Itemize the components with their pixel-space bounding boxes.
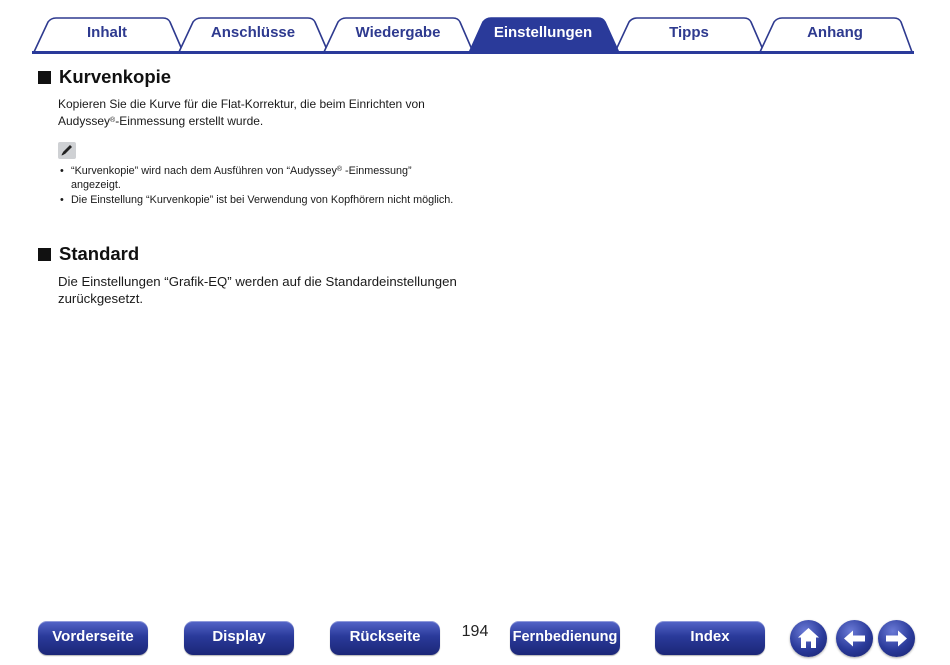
tab-bar <box>0 0 950 60</box>
section-title: Standard <box>59 243 140 264</box>
vorderseite-button[interactable]: Vorderseite <box>38 621 148 655</box>
heading-square-icon <box>38 71 51 84</box>
fernbedienung-button[interactable]: Fernbedienung <box>510 621 620 655</box>
heading-square-icon <box>38 248 51 261</box>
page-number: 194 <box>461 623 489 640</box>
list-item: • Die Einstellung “Kurvenkopie” ist bei Verwendung von Kopfhörern nicht möglich. <box>60 194 454 206</box>
section-title: Kurvenkopie <box>59 66 172 87</box>
display-button[interactable]: Display <box>184 621 294 655</box>
pencil-icon <box>58 142 76 159</box>
arrow-right-icon[interactable] <box>878 620 915 657</box>
section-heading-kurvenkopie <box>38 66 171 88</box>
standard-description: Die Einstellungen “Grafik-EQ” werden auf die Standardeinstellungen zurückgesetzt. <box>58 274 457 306</box>
home-icon[interactable] <box>790 620 827 657</box>
section-heading-standard <box>38 243 139 265</box>
arrow-left-icon[interactable] <box>836 620 873 657</box>
tab-tipps[interactable]: Tipps <box>669 24 709 41</box>
rueckseite-button[interactable]: Rückseite <box>330 621 440 655</box>
tab-anschluesse[interactable]: Anschlüsse <box>210 24 296 41</box>
kurvenkopie-description: Kopieren Sie die Kurve für die Flat-Korrektur, die beim Einrichten von Audyssey®-Einmessung erstellt wurde. <box>58 97 425 128</box>
note-list <box>60 164 460 208</box>
index-button[interactable]: Index <box>655 621 765 655</box>
tab-anhang[interactable]: Anhang <box>807 24 863 41</box>
tab-inhalt[interactable]: Inhalt <box>87 24 127 41</box>
tab-einstellungen[interactable]: Einstellungen <box>493 24 593 41</box>
list-item: • “Kurvenkopie” wird nach dem Ausführen von “Audyssey® -Einmessung” angezeigt. <box>60 165 412 191</box>
tab-wiedergabe[interactable]: Wiedergabe <box>355 24 441 41</box>
